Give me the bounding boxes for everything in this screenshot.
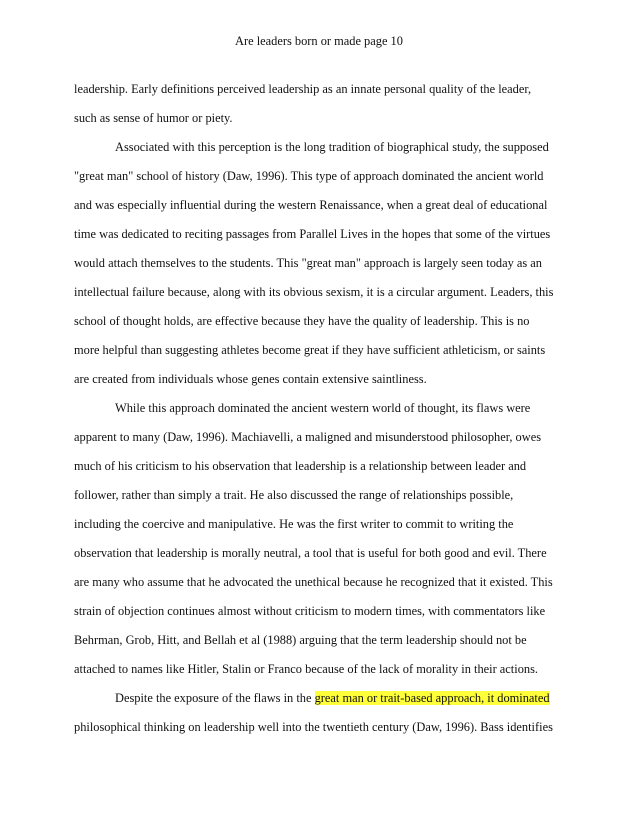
body-line: such as sense of humor or piety. <box>74 111 233 125</box>
body-text: Despite the exposure of the flaws in the <box>115 691 315 705</box>
body-line: strain of objection continues almost without criticism to modern times, with commentators like <box>74 604 546 618</box>
body-line: school of thought holds, are effective because they have the quality of leadership. This is no <box>74 314 530 328</box>
paragraph-first-line: While this approach dominated the ancient western world of thought, its flaws were <box>115 401 531 415</box>
body-line: are created from individuals whose genes contain extensive saintliness. <box>74 372 427 386</box>
body-line: Behrman, Grob, Hitt, and Bellah et al (1988) arguing that the term leadership should not be <box>74 633 527 647</box>
body-line: attached to names like Hitler, Stalin or Franco because of the lack of morality in their actions. <box>74 662 539 676</box>
highlighted-text: great man or trait-based approach, it dominated <box>314 691 550 705</box>
body-line: including the coercive and manipulative. He was the first writer to commit to writing the <box>74 517 514 531</box>
paragraph-first-line <box>115 690 550 706</box>
body-line: much of his criticism to his observation that leadership is a relationship between leader and <box>74 459 527 473</box>
body-line: more helpful than suggesting athletes become great if they have sufficient athleticism, or saints <box>74 343 546 357</box>
body-line: philosophical thinking on leadership well into the twentieth century (Daw, 1996). Bass identifies <box>74 720 553 734</box>
body-line: time was dedicated to reciting passages from Parallel Lives in the hopes that some of the virtues <box>74 227 551 241</box>
body-line: "great man" school of history (Daw, 1996). This type of approach dominated the ancient world <box>74 169 544 183</box>
body-line: leadership. Early definitions perceived leadership as an innate personal quality of the leader, <box>74 82 532 96</box>
body-line: are many who assume that he advocated the unethical because he recognized that it existed. This <box>74 575 553 589</box>
body-line: intellectual failure because, along with its obvious sexism, it is a circular argument. Leaders, this <box>74 285 554 299</box>
body-line: and was especially influential during the western Renaissance, when a great deal of educational <box>74 198 548 212</box>
body-line: apparent to many (Daw, 1996). Machiavelli, a maligned and misunderstood philosopher, owes <box>74 430 542 444</box>
body-line: observation that leadership is morally neutral, a tool that is useful for both good and evil. There <box>74 546 547 560</box>
body-line: follower, rather than simply a trait. He also discussed the range of relationships possible, <box>74 488 514 502</box>
running-head: Are leaders born or made page 10 <box>235 34 403 48</box>
paragraph-first-line: Associated with this perception is the long tradition of biographical study, the supposed <box>115 140 549 154</box>
body-line: would attach themselves to the students. This "great man" approach is largely seen today as an <box>74 256 542 270</box>
